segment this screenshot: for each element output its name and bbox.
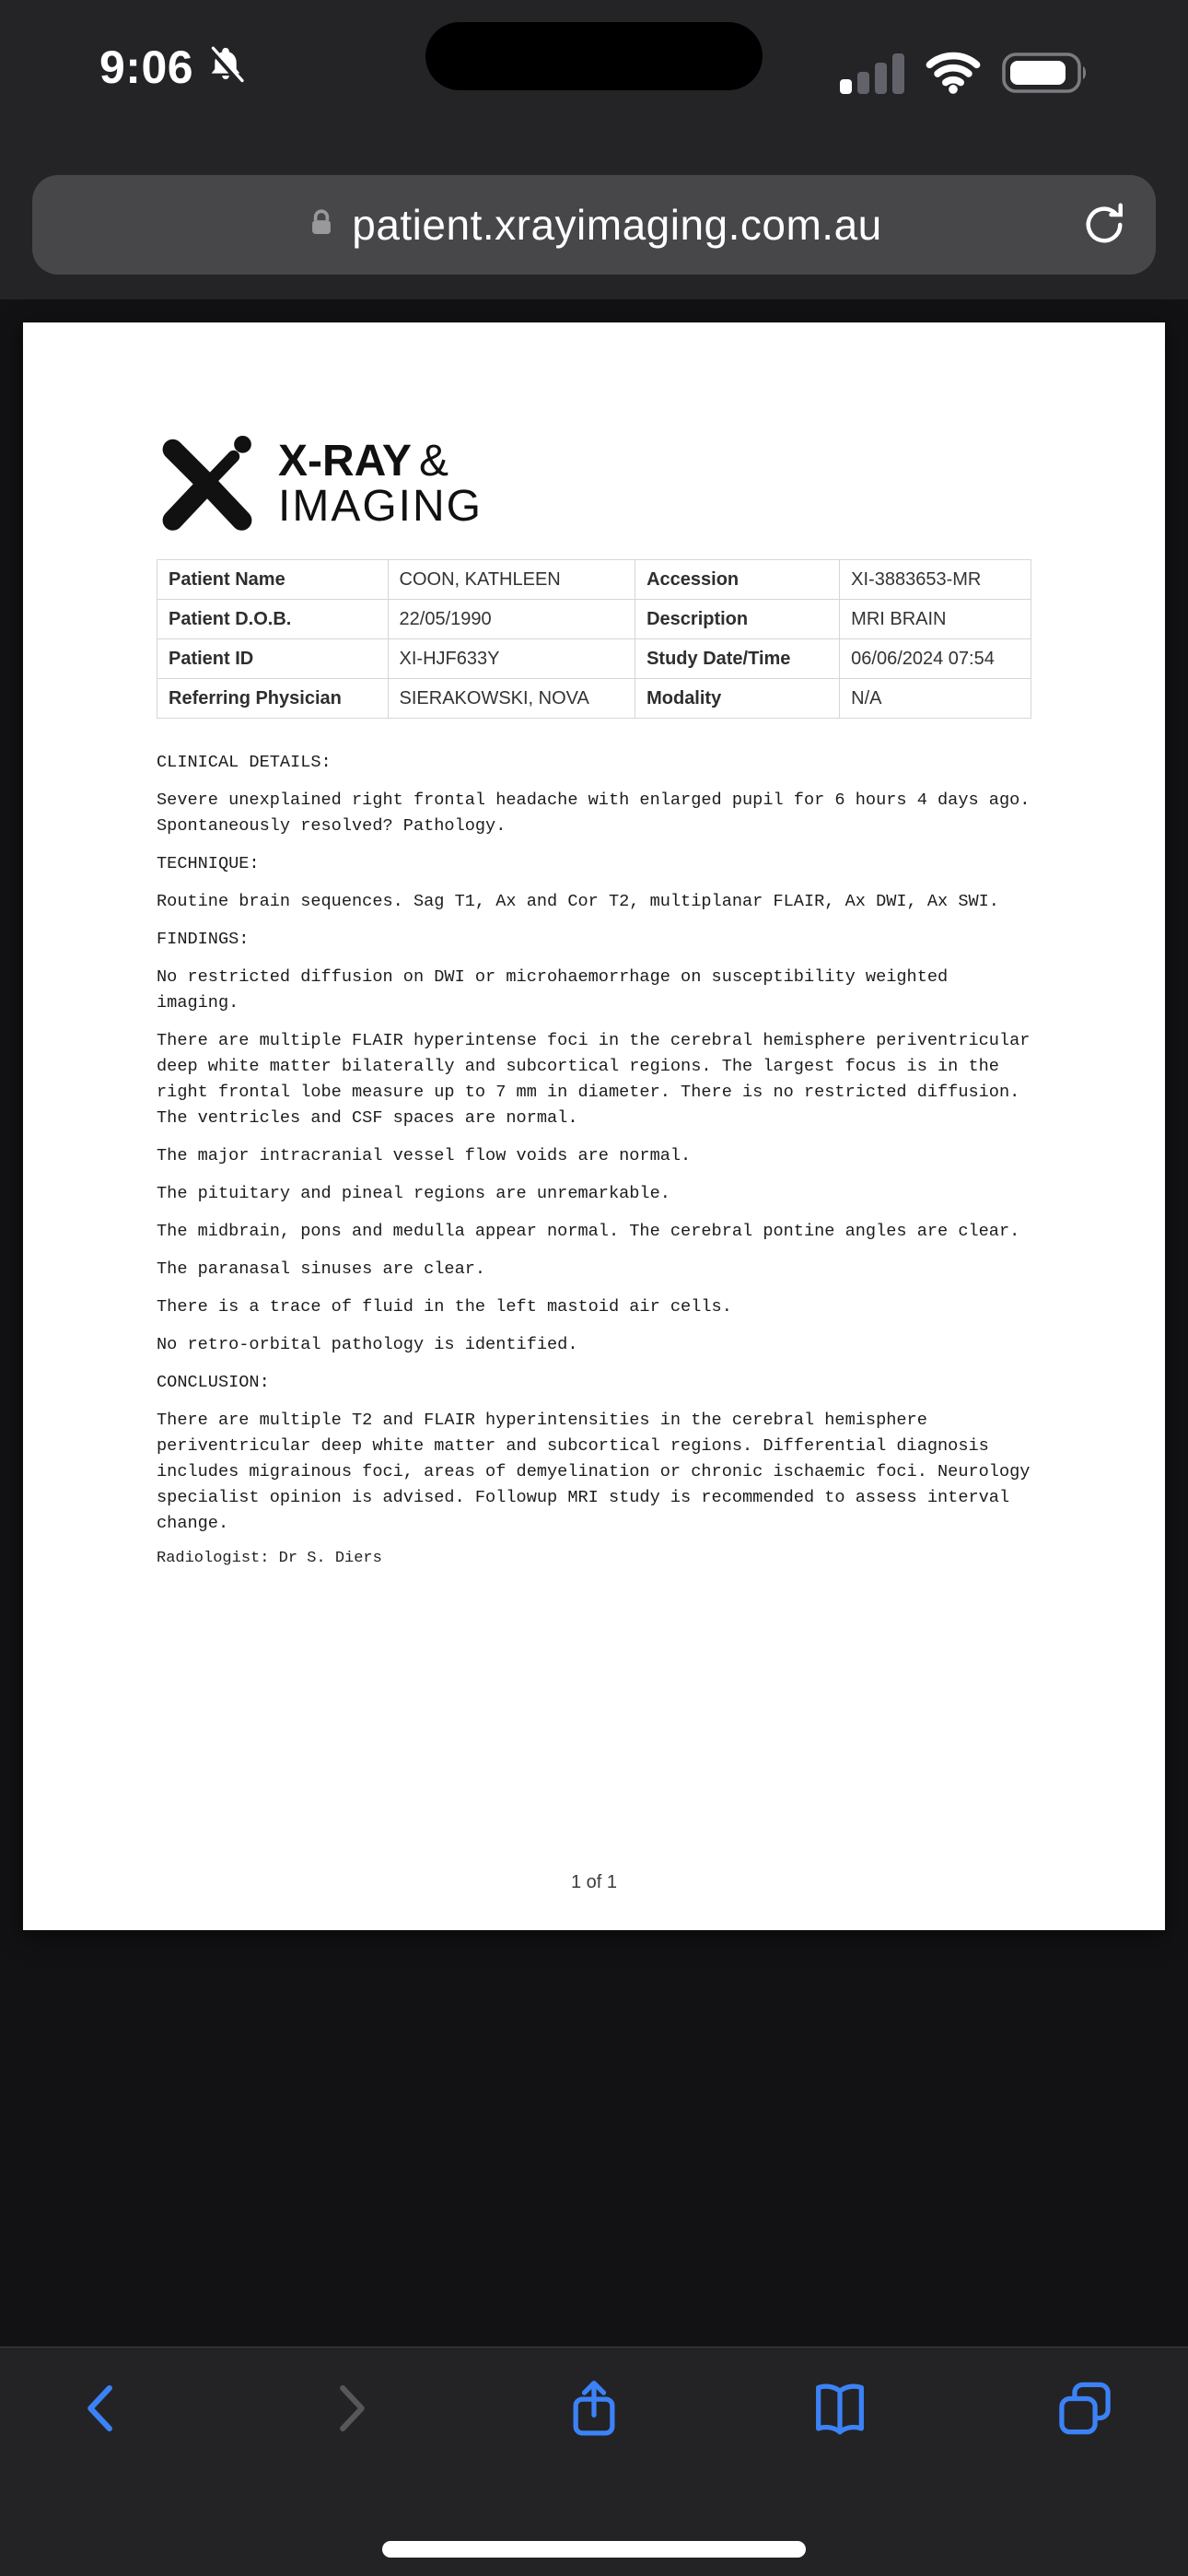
table-cell-value: 06/06/2024 07:54: [840, 639, 1031, 679]
page-number: 1 of 1: [570, 1872, 618, 1892]
logo-line2: IMAGING: [278, 481, 483, 531]
table-row: [157, 639, 1031, 679]
share-icon: [562, 2376, 626, 2441]
table-cell-label: Description: [635, 600, 840, 639]
home-indicator[interactable]: [382, 2541, 806, 2558]
report-paragraph: No retro-orbital pathology is identified.: [157, 1335, 578, 1354]
bell-slash-icon: [204, 44, 247, 91]
table-row: [157, 679, 1031, 719]
table-cell-label: Modality: [635, 679, 840, 719]
report-paragraph: Severe unexplained right frontal headache with enlarged pupil for 6 hours 4 days ago. Spontaneously resolved? Pathology.: [157, 790, 1031, 836]
table-cell-value: SIERAKOWSKI, NOVA: [388, 679, 635, 719]
report-paragraph: There are multiple T2 and FLAIR hyperintensities in the cerebral hemisphere periventricular deep white matter and subcortical regions. Differential diagnosis includes migrainous foci, areas of demyelination or chronic ischaemic foci. Neurology specialist opinion is advised. Followup MRI study is recommended to assess interval change.: [157, 1411, 1031, 1533]
tabs-icon: [1053, 2376, 1117, 2441]
section-heading: CLINICAL DETAILS:: [157, 753, 332, 772]
table-cell-value: 22/05/1990: [388, 600, 635, 639]
table-row: [157, 600, 1031, 639]
back-button[interactable]: [66, 2371, 140, 2445]
logo-line1: X-RAY: [278, 436, 412, 486]
tabs-button[interactable]: [1048, 2371, 1122, 2445]
forward-button[interactable]: [312, 2371, 386, 2445]
logo-text: [278, 436, 483, 531]
xray-logo-mark-icon: [157, 431, 258, 537]
lock-icon: [306, 202, 337, 249]
address-bar[interactable]: [32, 175, 1156, 275]
status-bar-right: [840, 52, 1090, 99]
web-content-viewport[interactable]: [0, 299, 1188, 2347]
table-cell-label: Study Date/Time: [635, 639, 840, 679]
share-button[interactable]: [557, 2371, 631, 2445]
reload-button[interactable]: [1077, 197, 1132, 252]
table-cell-label: Patient ID: [157, 639, 389, 679]
report-paragraph: There is a trace of fluid in the left mastoid air cells.: [157, 1297, 732, 1317]
report-paragraph: The major intracranial vessel flow voids are normal.: [157, 1146, 692, 1165]
battery-icon: [1002, 52, 1090, 99]
table-cell-label: Patient D.O.B.: [157, 600, 389, 639]
section-heading: CONCLUSION:: [157, 1373, 270, 1392]
table-cell-value: XI-3883653-MR: [840, 560, 1031, 600]
radiologist-line: Radiologist: Dr S. Diers: [157, 1550, 382, 1567]
browser-top-chrome: [0, 0, 1188, 299]
status-bar-left: [99, 41, 247, 94]
bookmarks-button[interactable]: [803, 2371, 877, 2445]
logo-ampersand: &: [418, 436, 448, 486]
chevron-left-icon: [73, 2378, 134, 2439]
report-paragraph: The paranasal sinuses are clear.: [157, 1259, 486, 1279]
table-row: [157, 560, 1031, 600]
table-cell-label: Patient Name: [157, 560, 389, 600]
wifi-icon: [923, 52, 984, 99]
report-paragraph: Routine brain sequences. Sag T1, Ax and Cor T2, multiplanar FLAIR, Ax DWI, Ax SWI.: [157, 892, 999, 911]
section-heading: FINDINGS:: [157, 930, 250, 949]
dynamic-island: [425, 22, 763, 90]
chevron-right-icon: [319, 2378, 379, 2439]
report-paragraph: The midbrain, pons and medulla appear normal. The cerebral pontine angles are clear.: [157, 1222, 1020, 1241]
patient-info-table: [157, 559, 1031, 719]
address-bar-url: patient.xrayimaging.com.au: [352, 201, 882, 249]
table-cell-value: MRI BRAIN: [840, 600, 1031, 639]
safari-bottom-toolbar: [0, 2347, 1188, 2576]
cellular-signal-icon: [840, 52, 904, 99]
patient-table-body: [157, 560, 1031, 719]
book-icon: [808, 2376, 872, 2441]
report-paragraph: No restricted diffusion on DWI or microhaemorrhage on susceptibility weighted imaging.: [157, 967, 949, 1013]
report-page: [23, 322, 1165, 1930]
table-cell-label: Accession: [635, 560, 840, 600]
report-body: [157, 750, 1033, 1537]
status-time: 9:06: [99, 41, 194, 93]
report-paragraph: The pituitary and pineal regions are unremarkable.: [157, 1184, 670, 1203]
clinic-logo: [157, 431, 1031, 537]
table-cell-value: COON, KATHLEEN: [388, 560, 635, 600]
table-cell-value: N/A: [840, 679, 1031, 719]
table-cell-value: XI-HJF633Y: [388, 639, 635, 679]
table-cell-label: Referring Physician: [157, 679, 389, 719]
report-paragraph: There are multiple FLAIR hyperintense foci in the cerebral hemisphere periventricular deep white matter bilaterally and subcortical regions. The largest focus is in the right frontal lobe measure up to 7 mm in diameter. There is no restricted diffusion. The ventricles and CSF spaces are normal.: [157, 1031, 1031, 1128]
section-heading: TECHNIQUE:: [157, 854, 260, 873]
